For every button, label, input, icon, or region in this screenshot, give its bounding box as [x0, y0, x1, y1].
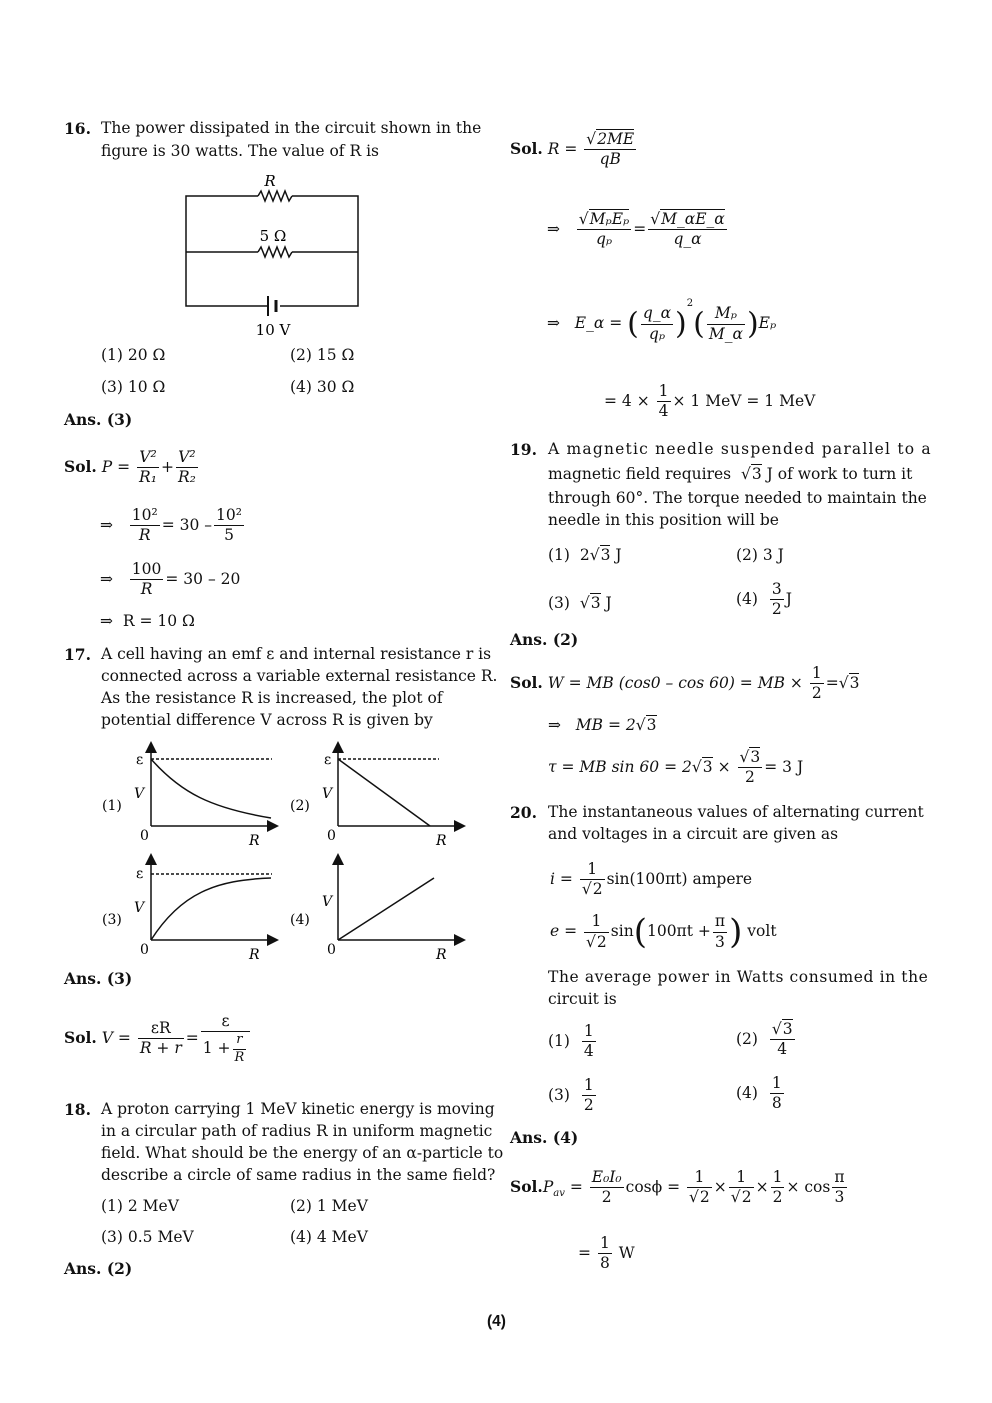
graph-3-r-label: R [249, 947, 260, 963]
q20-option-2: (2) $\frac{√3}{4}$ [736, 1020, 793, 1059]
q18-option-1: (1) 2 MeV [101, 1197, 179, 1215]
graph-1 [151, 744, 276, 826]
q16-option-4: (4) 30 Ω [290, 378, 355, 396]
q20-solution-main: $Sol.P_{av}$ = $\frac{\text{E₀I₀}}{2}$ cosϕ = $\frac{1}{√2}$ × $\frac{1}{√2}$ × $\frac{1}{2}$ × cos $\frac{\pi}{3}$ [510, 1168, 845, 1207]
q19-option-2: (2) 3 J [736, 546, 784, 564]
q18-answer: Ans. (2) [64, 1259, 133, 1278]
graph-2-origin-label: 0 [327, 828, 336, 844]
q20-current-equation: i = $\frac{1}{√2}$ sin(100πt) ampere [550, 860, 753, 899]
q19-text-line2: magnetic field requires √3 J of work to turn it [548, 465, 913, 483]
q19-text-line1: A magnetic needle suspended parallel to a [548, 440, 932, 458]
graph-1-v-label: V [134, 786, 145, 802]
q16-circuit-diagram [180, 168, 370, 344]
q18-solution-step3: = 4 × $\frac{1}{4}$ × 1 MeV = 1 MeV [604, 382, 816, 421]
q16-option-1: (1) 20 Ω [101, 346, 166, 364]
graph-2-r-label: R [436, 833, 447, 849]
resistor-5 [258, 247, 292, 257]
graph-1-origin-label: 0 [140, 828, 149, 844]
q16-solution-step2: ⇒ $\frac{100}{R}$ = 30 – 20 [100, 560, 241, 599]
q20-option-1: (1) $\frac{1}{4}$ [548, 1022, 594, 1061]
q20-text-line2: and voltages in a circuit are given as [548, 825, 839, 843]
q20-number: 20. [510, 803, 537, 822]
q18-solution-step1: ⇒ $\frac{\text{√MₚEₚ}}{\text{qₚ}}$ = $\frac{√M\_\alpha E\_\alpha}{q\_\alpha}$ [547, 210, 725, 249]
q16-text-line2: figure is 30 watts. The value of R is [101, 142, 379, 160]
q19-option-4: (4) $\frac{3}{2}$ J [736, 580, 792, 619]
q20-text-line3: The average power in Watts consumed in the [548, 968, 929, 986]
q20-answer: Ans. (4) [510, 1128, 579, 1147]
q20-option-4: (4) $\frac{1}{8}$ [736, 1074, 782, 1113]
q19-solution-main: Sol. W = MB (cos0 – cos 60) = MB × $\frac{1}{2}$ =√3 [510, 664, 860, 703]
sol-label: Sol. [64, 456, 97, 476]
q20-option-3: (3) $\frac{1}{2}$ [548, 1076, 594, 1115]
q16-text-line1: The power dissipated in the circuit shown in the [101, 119, 482, 137]
q16-solution-step1: ⇒ $\frac{\text{10²}}{R}$ = 30 – $\frac{\text{10²}}{5}$ [100, 506, 242, 545]
q16-answer: Ans. (3) [64, 410, 133, 429]
graph-2-option-number: (2) [290, 798, 310, 814]
circuit-label-5ohm: 5 Ω [259, 227, 287, 245]
graph-3-option-number: (3) [102, 912, 122, 928]
graph-4-origin-label: 0 [327, 942, 336, 958]
q16-solution-main: Sol. P = $\frac{\text{V²}}{\text{R₁}}$ + $\frac{\text{V²}}{\text{R₂}}$ [64, 448, 196, 487]
graph-3-v-label: V [134, 900, 145, 916]
graph-1-r-label: R [249, 833, 260, 849]
q18-option-3: (3) 0.5 MeV [101, 1228, 194, 1246]
q19-option-1: (1) 2√3 J [548, 546, 622, 564]
q18-solution-step2: ⇒ E_α = ( $\frac{q\_\alpha}{\text{qₚ}}$ )$^2$( $\frac{\text{Mₚ}}{M\_\alpha}$ )Eₚ [547, 298, 777, 343]
q16-option-3: (3) 10 Ω [101, 378, 166, 396]
circuit-label-r: R [264, 172, 276, 190]
q17-answer: Ans. (3) [64, 969, 133, 988]
q17-solution: Sol. V = $\frac{\varepsilon R}{R + r}$ = ε 1 + $\frac{r}{R}$ [64, 1012, 252, 1066]
sol-p: P = [101, 457, 131, 476]
graph-2 [338, 744, 463, 826]
q20-text-line4: circuit is [548, 990, 617, 1008]
q19-text-line3: through 60°. The torque needed to maintain the [548, 489, 927, 507]
q19-answer: Ans. (2) [510, 630, 579, 649]
q19-text-line4: needle in this position will be [548, 511, 779, 529]
graph-4-r-label: R [436, 947, 447, 963]
graph-4-v-label: V [322, 894, 333, 910]
q18-text: A proton carrying 1 MeV kinetic energy is moving in a circular path of radius R in uniform magnetic field. What should be the energy of an α-particle to describe a circle of same radius in the same field? [101, 1100, 504, 1184]
q17-text: A cell having an emf ε and internal resistance r is connected across a variable external resistance R. As the resistance R is increased, the plot of potential difference V across R is given by [101, 645, 498, 729]
graph-4 [338, 856, 463, 940]
q18-option-2: (2) 1 MeV [290, 1197, 368, 1215]
graph-2-emf-label: ε [324, 752, 332, 768]
q16-number: 16. [64, 119, 91, 138]
graph-3-origin-label: 0 [140, 942, 149, 958]
q18-number: 18. [64, 1100, 91, 1119]
q19-option-3: (3) √3 J [548, 594, 612, 612]
q20-voltage-equation: e = $\frac{1}{√2}$ sin(100πt + $\frac{\pi}{3}$ ) volt [550, 912, 777, 952]
q20-solution-final: = $\frac{1}{8}$ W [578, 1234, 635, 1273]
q16-solution-step3: ⇒ R = 10 Ω [100, 612, 195, 630]
q18-option-4: (4) 4 MeV [290, 1228, 368, 1246]
page-number: (4) [487, 1313, 506, 1330]
graph-3-emf-label: ε [136, 866, 144, 882]
graph-3 [151, 856, 276, 940]
q19-number: 19. [510, 440, 537, 459]
q20-text-line1: The instantaneous values of alternating current [548, 803, 924, 821]
graph-1-emf-label: ε [136, 752, 144, 768]
graph-4-option-number: (4) [290, 912, 310, 928]
q18-solution-main: Sol. R = $\frac{√2ME}{qB}$ [510, 130, 635, 169]
q17-number: 17. [64, 645, 91, 664]
q16-option-2: (2) 15 Ω [290, 346, 355, 364]
graph-2-v-label: V [322, 786, 333, 802]
resistor-r [258, 191, 292, 201]
q17-graphs [96, 738, 476, 968]
circuit-wires [186, 191, 358, 316]
q19-solution-step2: τ = MB sin 60 = 2√3 × $\frac{√3}{2}$ = 3 J [548, 748, 804, 787]
circuit-label-10v: 10 V [255, 321, 291, 339]
q19-solution-step1: ⇒ MB = 2√3 [548, 716, 657, 734]
graph-1-option-number: (1) [102, 798, 122, 814]
